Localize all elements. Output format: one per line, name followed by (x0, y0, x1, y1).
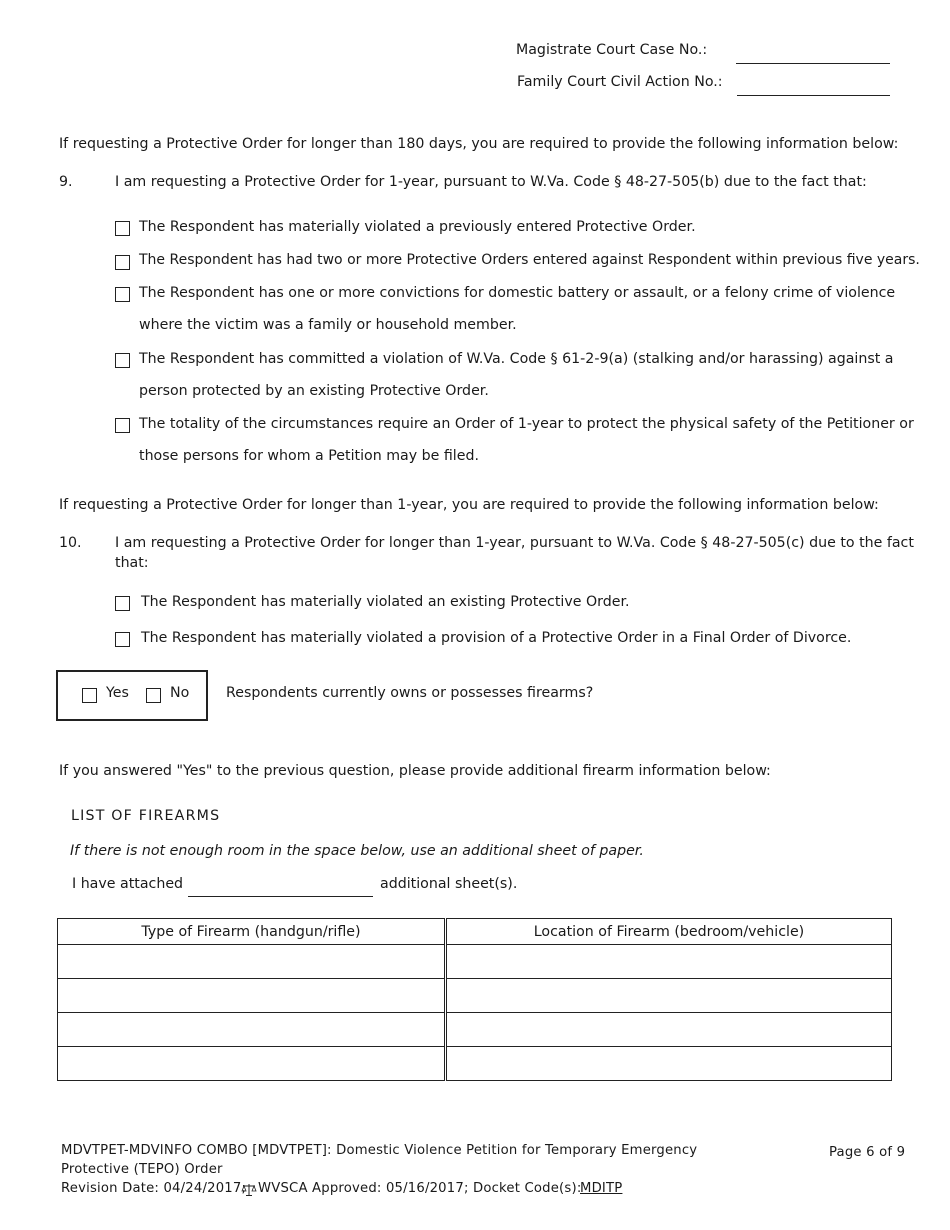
firearm-type-cell[interactable] (58, 1013, 446, 1047)
footer-page-number: Page 6 of 9 (829, 1145, 906, 1160)
section9-item-5-line1: The totality of the circumstances require an Order of 1-year to protect the physical safety of the Petitioner or (139, 416, 914, 432)
section9-item-2: The Respondent has had two or more Protective Orders entered against Respondent within previous five years. (139, 252, 920, 268)
family-case-label: Family Court Civil Action No.: (517, 74, 723, 90)
section10-statement-line2: that: (115, 555, 149, 571)
table-row (58, 1013, 892, 1047)
section9-statement: I am requesting a Protective Order for 1-year, pursuant to W.Va. Code § 48-27-505(b) due to the fact that: (115, 174, 867, 190)
section9-checkbox-4[interactable] (115, 353, 130, 368)
firearm-type-cell[interactable] (58, 1047, 446, 1081)
firearm-type-cell[interactable] (58, 945, 446, 979)
section9-item-3-line1: The Respondent has one or more convictions for domestic battery or assault, or a felony crime of violence (139, 285, 896, 301)
section9-item-1: The Respondent has materially violated a previously entered Protective Order. (139, 219, 696, 235)
table-row (58, 979, 892, 1013)
section10-intro: If requesting a Protective Order for longer than 1-year, you are required to provide the following information below: (59, 497, 879, 513)
column-header-type: Type of Firearm (handgun/rifle) (58, 919, 446, 945)
table-row (58, 945, 892, 979)
table-row (58, 1047, 892, 1081)
column-header-location: Location of Firearm (bedroom/vehicle) (446, 919, 892, 945)
footer-docket-code: MDITP (580, 1181, 623, 1196)
scales-icon (241, 1183, 257, 1197)
section10-checkbox-2[interactable] (115, 632, 130, 647)
firearm-location-cell[interactable] (446, 945, 892, 979)
firearm-location-cell[interactable] (446, 1013, 892, 1047)
firearms-no-label: No (170, 685, 190, 701)
firearms-list-heading: LIST OF FIREARMS (71, 808, 221, 824)
firearm-type-cell[interactable] (58, 979, 446, 1013)
firearms-followup: If you answered "Yes" to the previous question, please provide additional firearm information below: (59, 763, 771, 779)
section9-intro: If requesting a Protective Order for longer than 180 days, you are required to provide the following information below: (59, 136, 899, 152)
section9-item-4-line1: The Respondent has committed a violation of W.Va. Code § 61-2-9(a) (stalking and/or harassing) against a (139, 351, 894, 367)
footer-revision: Revision Date: 04/24/2017; (61, 1181, 247, 1196)
magistrate-case-field[interactable] (736, 63, 890, 64)
firearms-list-note: If there is not enough room in the space below, use an additional sheet of paper. (70, 843, 644, 859)
footer-form-line1: MDVTPET-MDVINFO COMBO [MDVTPET]: Domestic Violence Petition for Temporary Emergency (61, 1143, 698, 1158)
section9-item-3-line2: where the victim was a family or household member. (139, 317, 517, 333)
section10-number: 10. (59, 535, 82, 551)
section9-item-5-line2: those persons for whom a Petition may be filed. (139, 448, 479, 464)
section9-checkbox-5[interactable] (115, 418, 130, 433)
section10-item-2: The Respondent has materially violated a provision of a Protective Order in a Final Order of Divorce. (141, 630, 852, 646)
section10-statement-line1: I am requesting a Protective Order for longer than 1-year, pursuant to W.Va. Code § 48-27-505(c) due to the fact (115, 535, 914, 551)
attached-suffix: additional sheet(s). (380, 876, 518, 892)
family-case-field[interactable] (737, 95, 890, 96)
firearm-location-cell[interactable] (446, 979, 892, 1013)
section9-item-4-line2: person protected by an existing Protective Order. (139, 383, 489, 399)
firearms-yes-checkbox[interactable] (82, 688, 97, 703)
firearms-table (57, 918, 892, 1081)
magistrate-case-label: Magistrate Court Case No.: (516, 42, 708, 58)
section10-checkbox-1[interactable] (115, 596, 130, 611)
section9-checkbox-3[interactable] (115, 287, 130, 302)
footer-approved: WVSCA Approved: 05/16/2017; Docket Code(s): (258, 1181, 582, 1196)
firearms-no-checkbox[interactable] (146, 688, 161, 703)
firearm-location-cell[interactable] (446, 1047, 892, 1081)
section9-number: 9. (59, 174, 73, 190)
attached-prefix: I have attached (72, 876, 184, 892)
footer-form-line2: Protective (TEPO) Order (61, 1162, 223, 1177)
section9-checkbox-1[interactable] (115, 221, 130, 236)
attached-sheets-field[interactable] (188, 896, 373, 897)
firearms-yes-label: Yes (106, 685, 129, 701)
section9-checkbox-2[interactable] (115, 255, 130, 270)
firearms-question: Respondents currently owns or possesses firearms? (226, 685, 594, 701)
section10-item-1: The Respondent has materially violated an existing Protective Order. (141, 594, 630, 610)
